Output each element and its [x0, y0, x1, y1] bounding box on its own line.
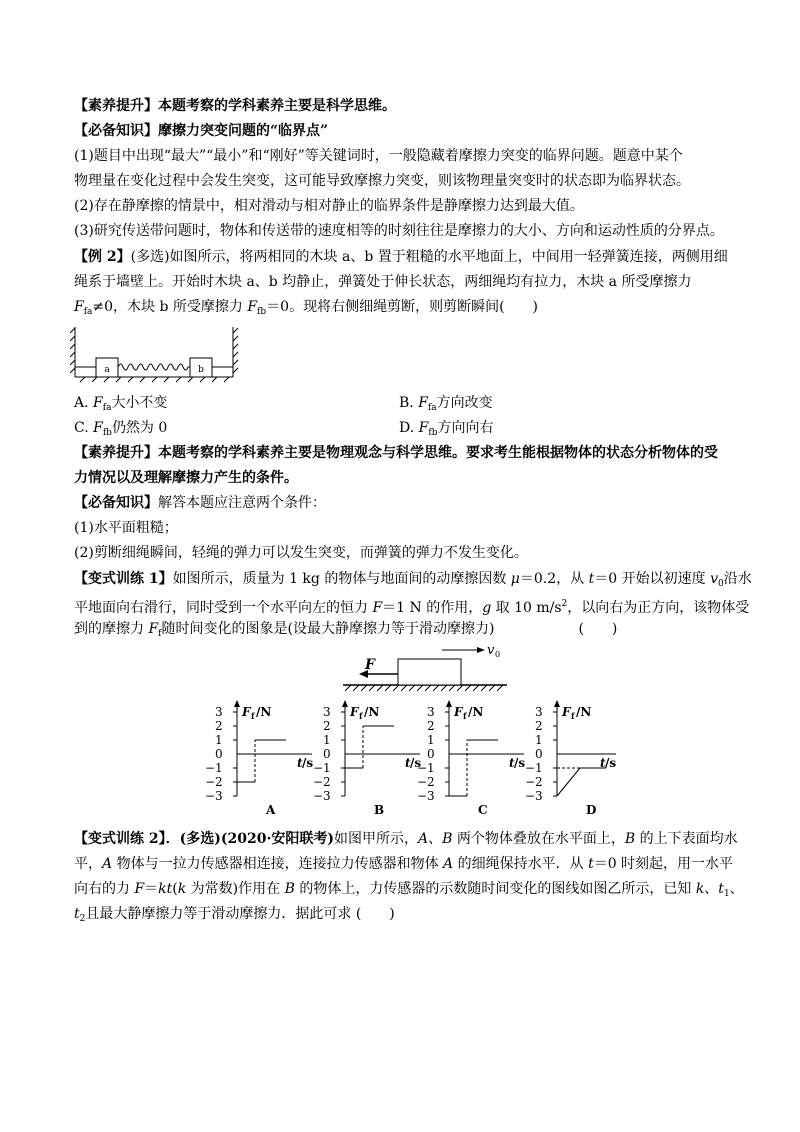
text: 的上下表面均水 [635, 831, 738, 847]
tick-neg3: −3 [417, 789, 435, 803]
subscript: 0 [717, 579, 724, 589]
tick-neg1: −1 [313, 761, 331, 775]
example-2-line [74, 247, 728, 267]
option-d [399, 418, 493, 443]
text: 随时间变化的图象是(设最大静摩擦力等于滑动摩擦力) ( ) [161, 621, 618, 637]
option-text: 方向向右 [437, 420, 494, 436]
y-axis-label: F [454, 705, 463, 719]
text: 的物体上，力传感器的示数随时间变化的图线如图乙所示，已知 [294, 881, 696, 897]
var-A: A [443, 856, 454, 872]
y-axis-label: F [562, 705, 571, 719]
y-axis-unit: /N [576, 705, 592, 719]
section-heading-literacy-2 [74, 443, 718, 463]
paragraph-line: (2)剪断细绳瞬间，轻绳的弹力可以发生突变，而弹簧的弹力不发生变化。 [74, 545, 528, 561]
var-B: B [624, 831, 636, 847]
graph-a [205, 700, 313, 817]
graph-label-d: D [586, 803, 597, 817]
tag-label: 【变式训练 1】 [74, 571, 173, 587]
text: ＝0 开始以初速度 [594, 571, 711, 587]
subscript: fa [102, 403, 112, 413]
heading-text: 本题考察的学科素养主要是科学思维。 [158, 98, 396, 114]
section-heading-knowledge-1 [74, 121, 328, 141]
text: ＝ [144, 881, 159, 897]
var-F: F [372, 600, 383, 616]
tag-label: 【变式训练 2】 [74, 831, 166, 847]
var-F: F [148, 621, 159, 637]
variant-training-1-line [74, 569, 752, 594]
tick-1: 1 [427, 733, 435, 747]
force-label: F [365, 657, 375, 673]
var-mu: μ [510, 571, 520, 587]
y-axis-subscript: f [251, 711, 255, 721]
subscript: fb [102, 428, 112, 438]
var-F: F [418, 395, 428, 411]
var-t: t [588, 856, 594, 872]
tick-neg2: −2 [205, 775, 223, 789]
var-kt: kt [158, 881, 173, 897]
option-letter: D. [399, 420, 419, 436]
paragraph-text: (多选)如图所示，将两相同的木块 a、b 置于粗糙的水平地面上，中间用一轻弹簧连接，两侧用细 [130, 249, 728, 265]
friction-graphs [200, 700, 620, 820]
subscript: 2 [79, 914, 86, 924]
x-axis-unit: /s [302, 756, 314, 770]
block-b-label: b [198, 365, 204, 375]
option-letter: B. [399, 395, 419, 411]
paragraph-line [74, 904, 395, 929]
tick-neg1: −1 [417, 761, 435, 775]
var-F: F [93, 420, 103, 436]
text: 为常数)作用在 [186, 881, 285, 897]
tick-0: 0 [215, 747, 223, 761]
x-axis-label: t [600, 756, 606, 770]
text: ＝0。现将右侧细绳剪断，则剪断瞬间( ) [266, 299, 539, 315]
tick-neg1: −1 [205, 761, 223, 775]
graph-c [417, 700, 525, 817]
block-force-figure [335, 640, 515, 696]
tick-1: 1 [535, 733, 543, 747]
var-F: F [418, 420, 429, 436]
var-k: k [177, 881, 187, 897]
tick-0: 0 [323, 747, 331, 761]
var-t: t [74, 906, 80, 922]
text: 平地面向右滑行，同时受到一个水平向左的恒力 [74, 600, 373, 616]
paragraph-line: 绳系于墙壁上。开始时木块 a、b 均静止，弹簧处于伸长状态，两细绳均有拉力，木块 a 所受摩擦力 [74, 274, 692, 290]
tick-2: 2 [215, 719, 223, 733]
tick-3: 3 [535, 705, 543, 719]
y-axis-subscript: f [463, 711, 467, 721]
velocity-subscript: 0 [495, 650, 501, 659]
var-F: F [93, 395, 103, 411]
tick-neg2: −2 [417, 775, 435, 789]
tick-2: 2 [535, 719, 543, 733]
text: 平， [74, 856, 102, 872]
var-F: F [247, 299, 258, 315]
option-text: 仍然为 0 [111, 420, 168, 436]
x-axis-label: t [405, 756, 411, 770]
text: 且最大静摩擦力等于滑动摩擦力．据此可求 ( ) [85, 906, 395, 922]
variant-training-2-line [74, 829, 738, 849]
tick-3: 3 [427, 705, 435, 719]
subscript: fa [427, 403, 437, 413]
paragraph-line: 力情况以及理解摩擦力产生的条件。 [74, 470, 298, 486]
subscript: fb [428, 428, 438, 438]
y-axis-label: F [350, 705, 359, 719]
graph-d [525, 700, 616, 817]
text: ＝0.2，从 [519, 571, 589, 587]
var-B: B [284, 881, 295, 897]
graph-label-c: C [478, 803, 488, 817]
tick-neg3: −3 [205, 789, 223, 803]
tick-neg2: −2 [525, 775, 543, 789]
y-axis-subscript: f [359, 711, 363, 721]
graph-b [313, 700, 421, 817]
tick-neg1: −1 [525, 761, 543, 775]
section-heading-knowledge-2 [74, 493, 326, 513]
option-letter: A. [74, 395, 94, 411]
var-A: A [102, 856, 113, 872]
y-axis-subscript: f [571, 711, 575, 721]
text: ( [172, 881, 178, 897]
paragraph-line: 物理量在变化过程中会发生突变，这可能导致摩擦力突变，则该物理量突变时的状态即为临界状态。 [74, 173, 690, 189]
paragraph-line: (2)存在静摩擦的情景中，相对滑动与相对静止的临界条件是静摩擦力达到最大值。 [74, 198, 584, 214]
text: 两个物体叠放在水平面上， [452, 831, 625, 847]
option-letter: C. [74, 420, 94, 436]
tick-1: 1 [323, 733, 331, 747]
heading-text: 本题考察的学科素养主要是物理观念与科学思维。要求考生能根据物体的状态分析物体的受 [158, 445, 718, 461]
text: ＝0 时刻起，用一水平 [593, 856, 734, 872]
text: 向右的力 [74, 881, 135, 897]
text: 如图甲所示， [333, 831, 418, 847]
var-k: k [695, 881, 705, 897]
paragraph-line: (3)研究传送带问题时，物体和传送带的速度相等的时刻往往是摩擦力的大小、方向和运动性质的分界点。 [74, 223, 724, 239]
text: ＝1 N 的作用， [382, 600, 483, 616]
tick-neg3: −3 [313, 789, 331, 803]
paragraph-line [74, 594, 749, 618]
tag-label: 【必备知识】 [74, 123, 158, 139]
tick-neg2: −2 [313, 775, 331, 789]
tick-0: 0 [535, 747, 543, 761]
tick-neg3: −3 [525, 789, 543, 803]
text: ≠0，木块 b 所受摩擦力 [92, 299, 248, 315]
graph-label-a: A [266, 803, 276, 817]
x-axis-label: t [297, 756, 303, 770]
velocity-label: v [487, 643, 495, 658]
tick-2: 2 [323, 719, 331, 733]
option-b [399, 393, 493, 418]
text: 到的摩擦力 [74, 621, 149, 637]
graph-label-b: B [374, 803, 385, 817]
y-axis-unit: /N [256, 705, 272, 719]
x-axis-unit: /s [605, 756, 617, 770]
text: 、 [704, 881, 719, 897]
var-F: F [74, 299, 84, 315]
option-a [74, 393, 167, 418]
tick-2: 2 [427, 719, 435, 733]
option-text: 大小不变 [111, 395, 168, 411]
var-F: F [134, 881, 145, 897]
y-axis-unit: /N [468, 705, 484, 719]
subscript: fa [83, 307, 93, 317]
tick-3: 3 [323, 705, 331, 719]
option-c [74, 418, 167, 443]
var-t: t [718, 881, 724, 897]
x-axis-unit: /s [514, 756, 526, 770]
text: 如图所示，质量为 1 kg 的物体与地面间的动摩擦因数 [172, 571, 511, 587]
tick-1: 1 [215, 733, 223, 747]
y-axis-label: F [242, 705, 251, 719]
var-t: t [588, 571, 595, 587]
paragraph-line [74, 854, 733, 874]
tick-0: 0 [427, 747, 435, 761]
superscript: 2 [561, 599, 568, 609]
text: 、 [729, 881, 744, 897]
source-label: ．(多选)(2020·安阳联考) [165, 831, 334, 847]
var-B: B [442, 831, 453, 847]
var-A: A [417, 831, 429, 847]
subscript: fb [257, 307, 267, 317]
tag-label: 【素养提升】 [74, 98, 158, 114]
y-axis-unit: /N [364, 705, 380, 719]
tag-label: 【必备知识】 [74, 495, 158, 511]
heading-text: 摩擦力突变问题的“临界点” [158, 123, 329, 139]
text: 物体与一拉力传感器相连接，连接拉力传感器和物体 [112, 856, 444, 872]
var-v: v [710, 571, 718, 587]
section-heading-literacy-1 [74, 96, 396, 116]
paragraph-line [74, 879, 744, 904]
subscript: 1 [723, 889, 730, 899]
tag-label: 【例 2】 [74, 249, 131, 265]
tag-label: 【素养提升】 [74, 445, 158, 461]
paragraph-line: (1)题目中出现“最大”“最小”和“刚好”等关键词时，一般隐藏着摩擦力突变的临界问题。题意中某个 [74, 148, 683, 164]
tick-3: 3 [215, 705, 223, 719]
text: ，以向右为正方向，该物体受 [567, 600, 750, 616]
paragraph-line [74, 297, 538, 322]
option-text: 方向改变 [436, 395, 493, 411]
var-g: g [482, 600, 492, 616]
x-axis-unit: /s [410, 756, 422, 770]
x-axis-label: t [509, 756, 515, 770]
paragraph-text: 解答本题应注意两个条件： [158, 495, 326, 511]
spring-blocks-figure [70, 325, 240, 383]
subscript: f [158, 629, 162, 639]
text: 的细绳保持水平．从 [453, 856, 589, 872]
block-a-label: a [104, 365, 110, 375]
text: 取 10 m/s [491, 600, 562, 616]
text: 沿水 [723, 571, 752, 587]
paragraph-line: (1)水平面粗糙； [74, 520, 178, 536]
text: 、 [428, 831, 443, 847]
